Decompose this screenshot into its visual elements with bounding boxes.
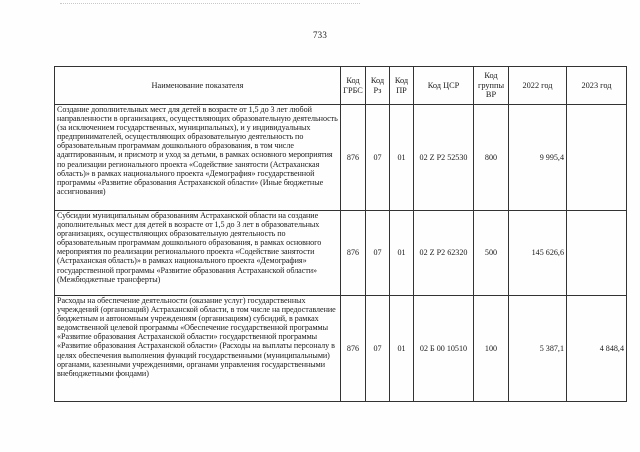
row-rz: 07 bbox=[366, 296, 390, 402]
row-csr: 02 Б 00 10510 bbox=[414, 296, 474, 402]
row-rz: 07 bbox=[366, 105, 390, 211]
row-2023: 4 848,4 bbox=[567, 296, 627, 402]
row-name: Субсидии муниципальным образованиям Астраханской области на создание дополнительных мест для детей в возрасте от 1,5 до 3 лет в образовательных организациях, осуществляющих образовательную деятельность по образовательным программам дошкольного образования, в рамках основного мероприятия по реализации регионального проекта «Содействие занятости (Астраханская область)» в рамках национального проекта «Демография» государственной программы «Развитие образования Астраханской области» (Межбюджетные трансферты) bbox=[55, 211, 341, 296]
row-grbs: 876 bbox=[341, 105, 366, 211]
row-grbs: 876 bbox=[341, 296, 366, 402]
row-rz: 07 bbox=[366, 211, 390, 296]
header-csr: Код ЦСР bbox=[414, 67, 474, 105]
table-header-row bbox=[55, 67, 627, 105]
table-row bbox=[55, 105, 627, 211]
row-2023 bbox=[567, 211, 627, 296]
row-vr: 500 bbox=[474, 211, 509, 296]
budget-table bbox=[54, 66, 627, 402]
row-2023 bbox=[567, 105, 627, 211]
header-name: Наименование показателя bbox=[55, 67, 341, 105]
header-2023: 2023 год bbox=[567, 67, 627, 105]
row-csr: 02 Z P2 62320 bbox=[414, 211, 474, 296]
row-grbs: 876 bbox=[341, 211, 366, 296]
row-name: Расходы на обеспечение деятельности (оказание услуг) государственных учреждений (организаций) Астраханской области, в том числе на предоставление бюджетным и автономным учреждениям (организациям) субсидий, в рамках ведомственной целевой программы «Обеспечение государственной программы «Развитие образования Астраханской области» государственной программы «Развитие образования Астраханской области» (Расходы на выплаты персоналу в целях обеспечения выполнения функций государственными (муниципальными) органами, казенными учреждениями, органами управления государственными внебюджетными фондами) bbox=[55, 296, 341, 402]
header-pr: Код ПР bbox=[390, 67, 414, 105]
row-pr: 01 bbox=[390, 105, 414, 211]
page-number: 733 bbox=[312, 30, 328, 40]
header-rz: Код Рз bbox=[366, 67, 390, 105]
table-row bbox=[55, 211, 627, 296]
scan-edge-artifact bbox=[60, 3, 360, 6]
row-csr: 02 Z P2 52530 bbox=[414, 105, 474, 211]
row-pr: 01 bbox=[390, 211, 414, 296]
row-pr: 01 bbox=[390, 296, 414, 402]
row-2022: 5 387,1 bbox=[509, 296, 567, 402]
table-row bbox=[55, 296, 627, 402]
row-name: Создание дополнительных мест для детей в возрасте от 1,5 до 3 лет любой направленности в организациях, осуществляющих образовательную деятельность (за исключением государственных, муниципальных), и у индивидуальных предпринимателей, осуществляющих образовательную деятельность по образовательным программам дошкольного образования, в том числе адаптированным, и присмотр и уход за детьми, в рамках основного мероприятия по реализации регионального проекта «Содействие занятости (Астраханская область)» в рамках национального проекта «Демография» государственной программы «Развитие образования Астраханской области» (Иные бюджетные ассигнования) bbox=[55, 105, 341, 211]
header-2022: 2022 год bbox=[509, 67, 567, 105]
header-grbs: Код ГРБС bbox=[341, 67, 366, 105]
row-2022: 145 626,6 bbox=[509, 211, 567, 296]
row-vr: 800 bbox=[474, 105, 509, 211]
row-2022: 9 995,4 bbox=[509, 105, 567, 211]
header-vr: Код группы ВР bbox=[474, 67, 509, 105]
row-vr: 100 bbox=[474, 296, 509, 402]
